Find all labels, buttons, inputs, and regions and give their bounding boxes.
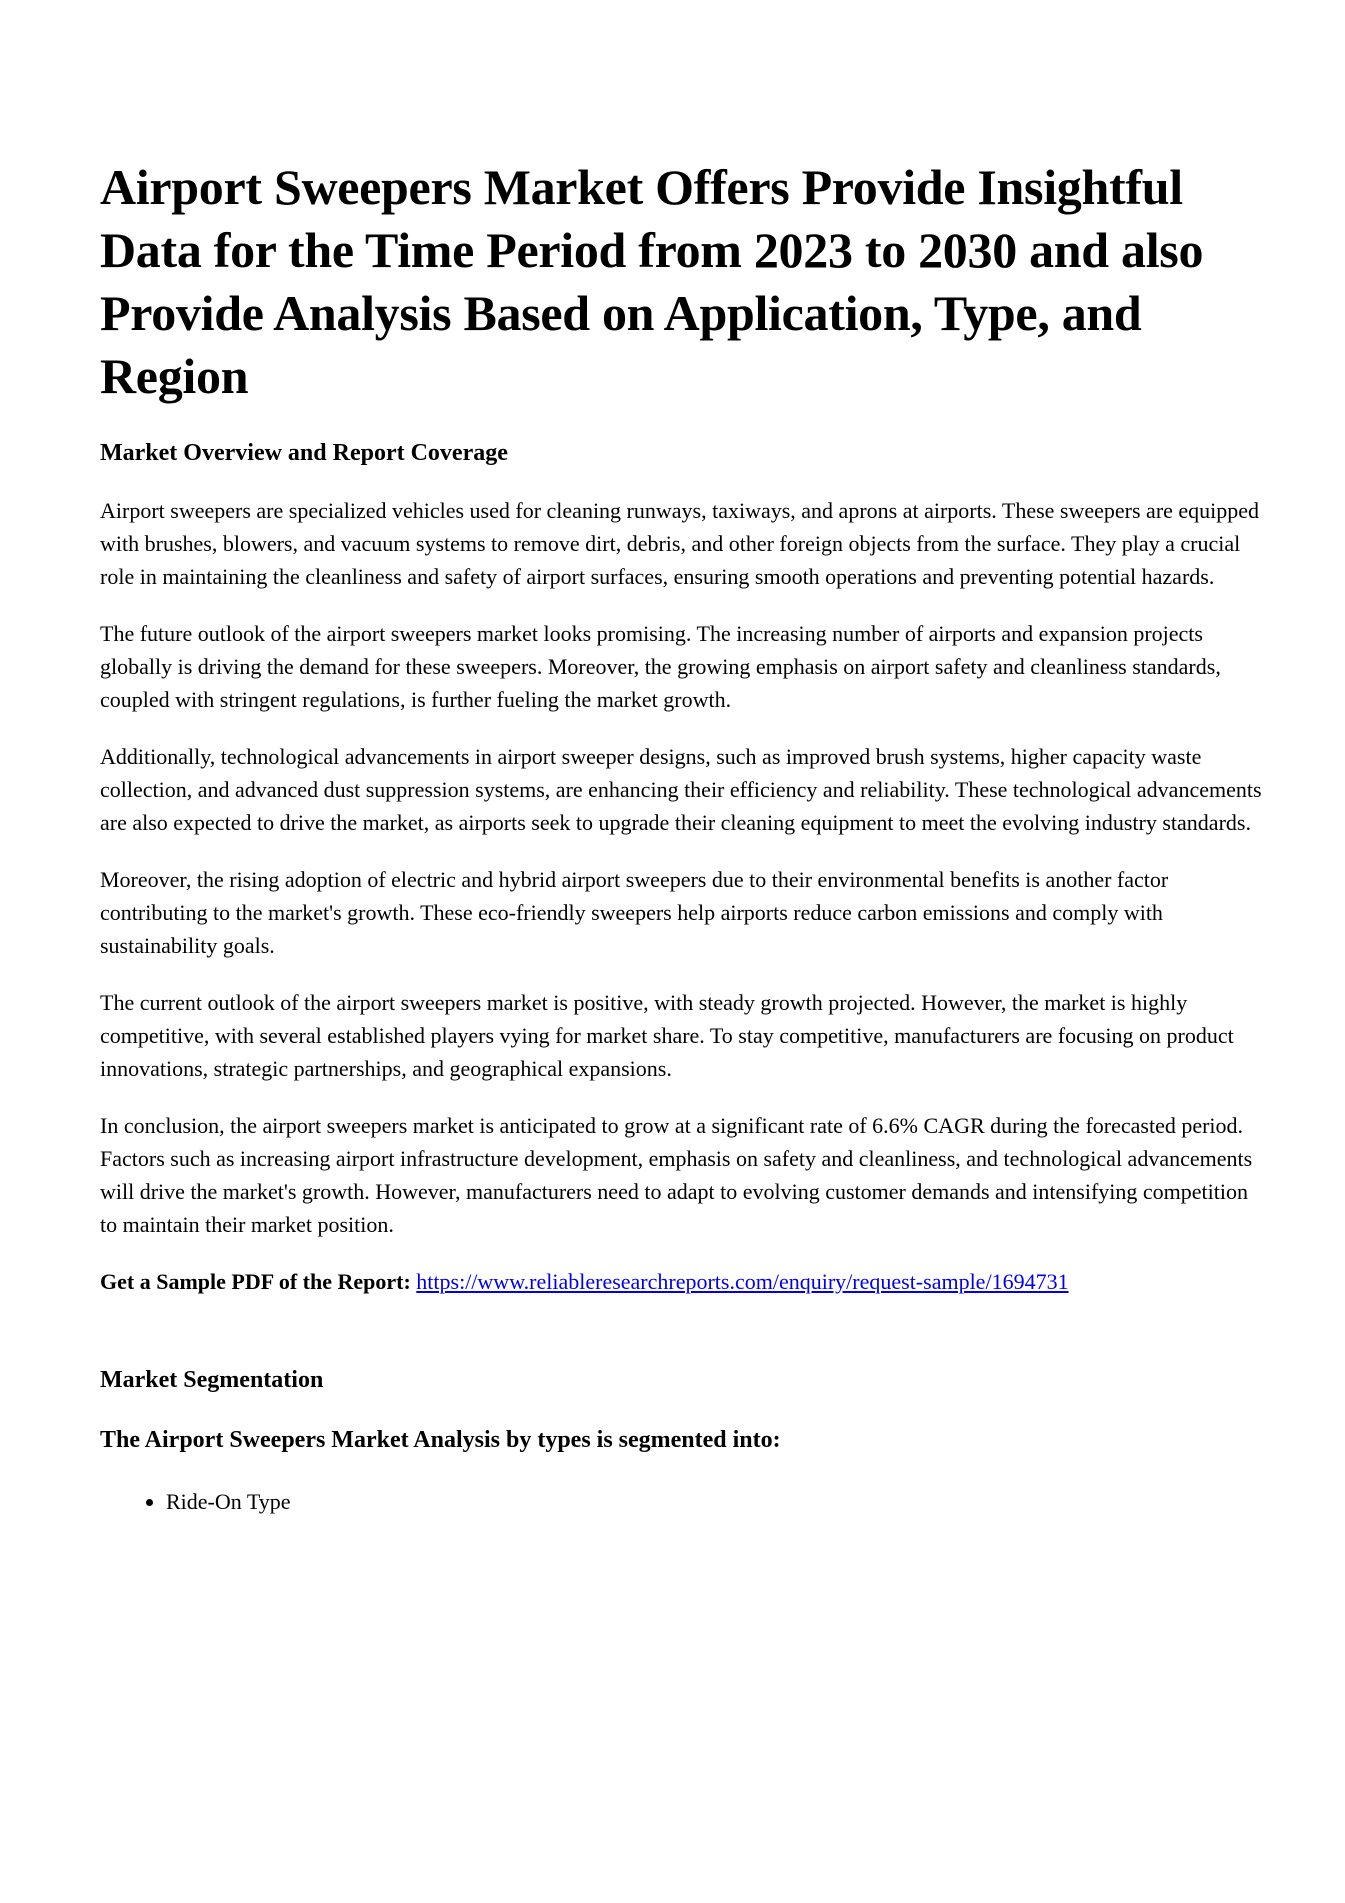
paragraph-future-outlook: The future outlook of the airport sweepers market looks promising. The increasing number of airports and expansion projects globally is driving the demand for these sweepers. Moreover, the growing emphasis on airport safety and cleanliness standards, coupled with stringent regulations, is further fueling the market growth. (100, 621, 1221, 712)
article-content (100, 0, 1262, 1518)
type-list-item: • Ride-On Type (166, 1485, 1262, 1518)
overview-heading: Market Overview and Report Coverage (100, 440, 508, 466)
paragraph-conclusion: In conclusion, the airport sweepers market is anticipated to grow at a significant rate of 6.6% CAGR during the forecasted period. Factors such as increasing airport infrastructure development, emphasis on safety and cleanliness, and technological advancements will drive the market's growth. However, manufacturers need to adapt to evolving customer demands and intensifying competition to maintain their market position. (100, 1113, 1253, 1237)
segmentation-heading: Market Segmentation (100, 1367, 324, 1393)
sample-pdf-label: Get a Sample PDF of the Report: (100, 1269, 411, 1294)
paragraph-technology: Additionally, technological advancements in airport sweeper designs, such as improved brush systems, higher capacity waste collection, and advanced dust suppression systems, are enhancing their efficiency and reliability. These technological advancements are also expected to drive the market, as airports seek to upgrade their cleaning equipment to meet the evolving industry standards. (100, 744, 1262, 835)
paragraph-current-outlook: The current outlook of the airport sweepers market is positive, with steady growth projected. However, the market is highly competitive, with several established players vying for market share. To stay competitive, manufacturers are focusing on product innovations, strategic partnerships, and geographical expansions. (100, 990, 1234, 1081)
sample-pdf-line (100, 1265, 1262, 1299)
page-title: Airport Sweepers Market Offers Provide Insightful Data for the Time Period from 2023 to 2030 and also Provide Analysis Based on Application, Type, and Region (100, 159, 1204, 404)
sample-report-link[interactable]: https://www.reliableresearchreports.com/enquiry/request-sample/1694731 (416, 1269, 1069, 1294)
type-list (100, 1485, 1262, 1518)
paragraph-electric-hybrid: Moreover, the rising adoption of electric and hybrid airport sweepers due to their environmental benefits is another factor contributing to the market's growth. These eco-friendly sweepers help airports reduce carbon emissions and comply with sustainability goals. (100, 867, 1169, 958)
types-segment-heading: The Airport Sweepers Market Analysis by types is segmented into: (100, 1427, 781, 1453)
paragraph-overview: Airport sweepers are specialized vehicles used for cleaning runways, taxiways, and aprons at airports. These sweepers are equipped with brushes, blowers, and vacuum systems to remove dirt, debris, and other foreign objects from the surface. They play a crucial role in maintaining the cleanliness and safety of airport surfaces, ensuring smooth operations and preventing potential hazards. (100, 498, 1260, 589)
